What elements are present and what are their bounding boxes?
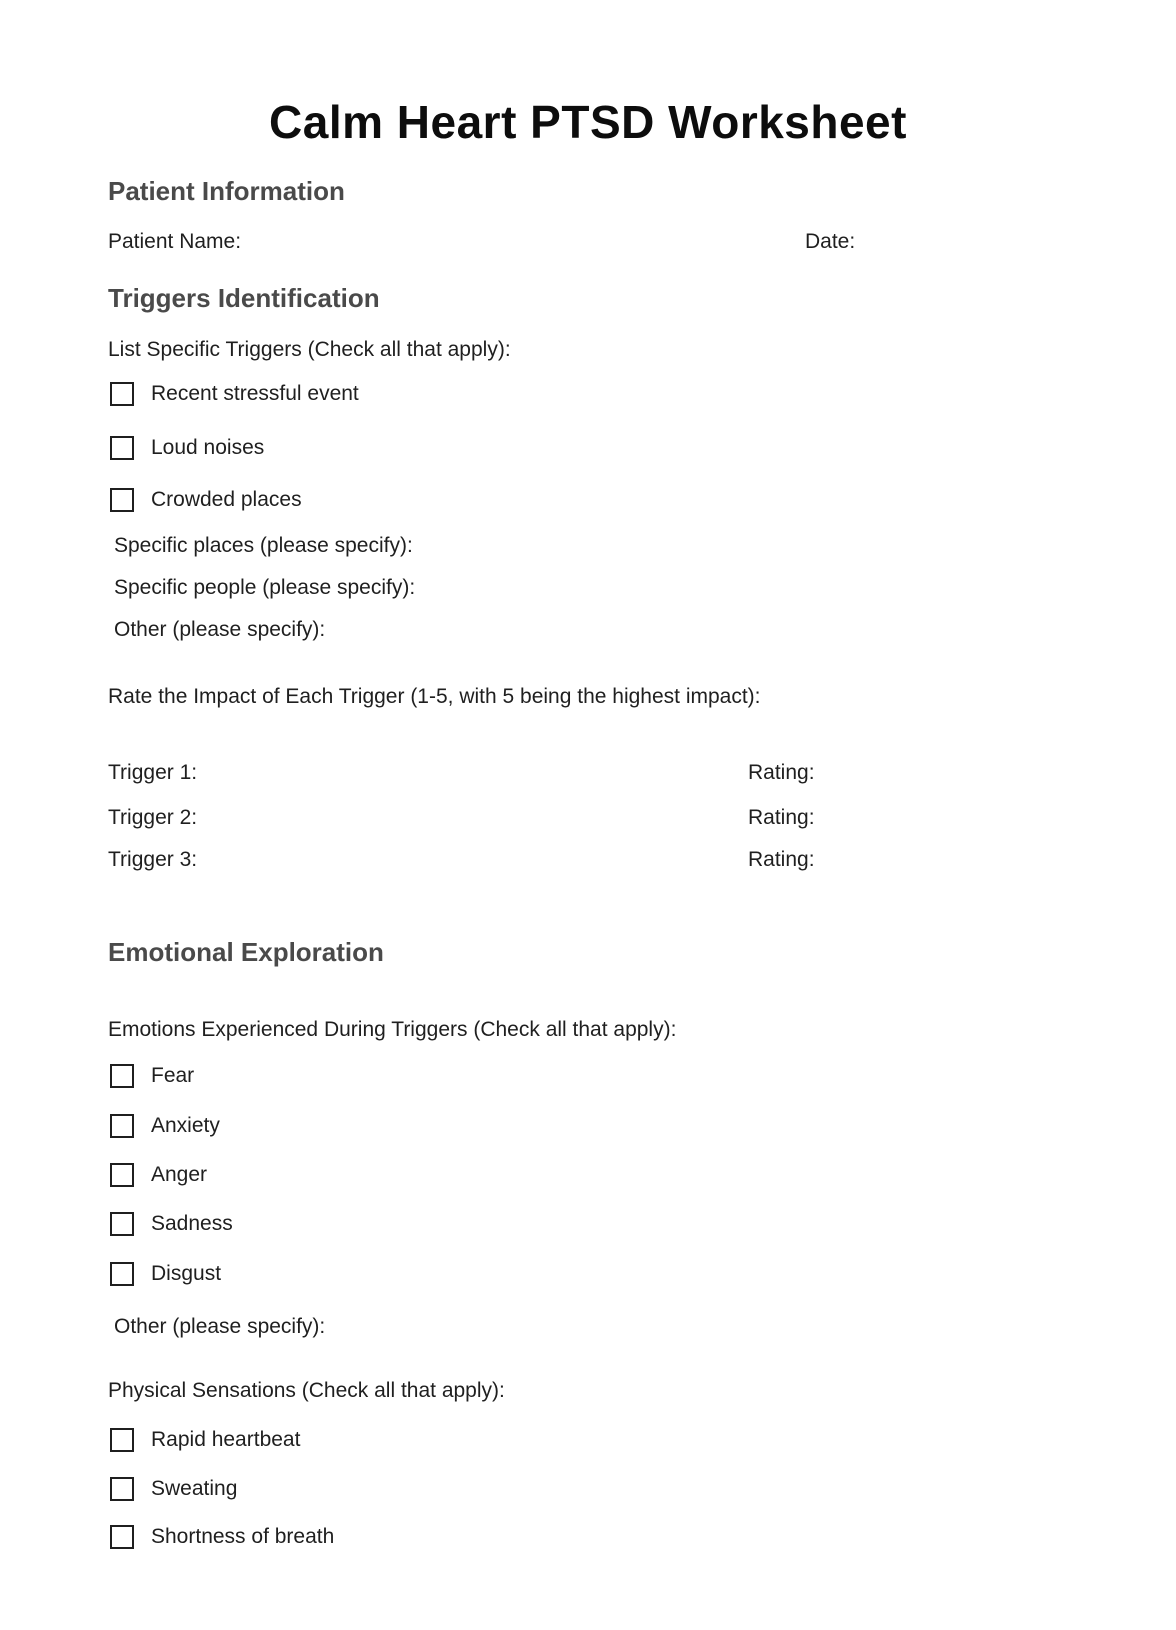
emotion-option-row bbox=[110, 1260, 1068, 1288]
checkbox-loud-noises[interactable] bbox=[110, 436, 134, 460]
checkbox-crowded-places[interactable] bbox=[110, 488, 134, 512]
checkbox-label: Anger bbox=[151, 1163, 208, 1186]
page-title: Calm Heart PTSD Worksheet bbox=[269, 96, 907, 148]
date-label: Date: bbox=[805, 230, 856, 253]
trigger-option-row bbox=[110, 380, 1068, 408]
rating-1-label: Rating: bbox=[748, 761, 815, 784]
checkbox-sadness[interactable] bbox=[110, 1212, 134, 1236]
checkbox-label: Shortness of breath bbox=[151, 1525, 335, 1548]
specific-places-field-label: Specific places (please specify): bbox=[114, 534, 413, 557]
trigger-3-label: Trigger 3: bbox=[108, 848, 198, 871]
impact-row bbox=[108, 804, 1068, 832]
checkbox-label: Sweating bbox=[151, 1477, 238, 1500]
physical-sensations-prompt: Physical Sensations (Check all that apply): bbox=[108, 1379, 505, 1402]
emotion-option-row bbox=[110, 1112, 1068, 1140]
emotions-other-field-label: Other (please specify): bbox=[114, 1315, 326, 1338]
checkbox-label: Anxiety bbox=[151, 1114, 220, 1137]
rate-impact-prompt: Rate the Impact of Each Trigger (1-5, with 5 being the highest impact): bbox=[108, 685, 761, 708]
checkbox-label: Rapid heartbeat bbox=[151, 1428, 301, 1451]
triggers-list-prompt: List Specific Triggers (Check all that apply): bbox=[108, 338, 511, 361]
checkbox-label: Disgust bbox=[151, 1262, 222, 1285]
impact-row bbox=[108, 846, 1068, 874]
physical-option-row bbox=[110, 1426, 1068, 1454]
emotion-option-row bbox=[110, 1161, 1068, 1189]
trigger-1-label: Trigger 1: bbox=[108, 761, 198, 784]
patient-name-date-row bbox=[108, 228, 1068, 256]
trigger-2-label: Trigger 2: bbox=[108, 806, 198, 829]
checkbox-shortness-of-breath[interactable] bbox=[110, 1525, 134, 1549]
impact-row bbox=[108, 759, 1068, 787]
section-heading-triggers-identification: Triggers Identification bbox=[108, 283, 380, 313]
section-heading-patient-information: Patient Information bbox=[108, 176, 345, 206]
emotions-prompt: Emotions Experienced During Triggers (Check all that apply): bbox=[108, 1018, 677, 1041]
specific-people-field-label: Specific people (please specify): bbox=[114, 576, 416, 599]
checkbox-label: Fear bbox=[151, 1064, 195, 1087]
patient-name-label: Patient Name: bbox=[108, 230, 242, 253]
checkbox-recent-stressful-event[interactable] bbox=[110, 382, 134, 406]
rating-2-label: Rating: bbox=[748, 806, 815, 829]
checkbox-rapid-heartbeat[interactable] bbox=[110, 1428, 134, 1452]
checkbox-label: Loud noises bbox=[151, 436, 265, 459]
checkbox-label: Crowded places bbox=[151, 488, 302, 511]
checkbox-fear[interactable] bbox=[110, 1064, 134, 1088]
physical-option-row bbox=[110, 1523, 1068, 1551]
rating-3-label: Rating: bbox=[748, 848, 815, 871]
triggers-other-field-label: Other (please specify): bbox=[114, 618, 326, 641]
emotion-option-row bbox=[110, 1062, 1068, 1090]
checkbox-anxiety[interactable] bbox=[110, 1114, 134, 1138]
checkbox-label: Recent stressful event bbox=[151, 382, 359, 405]
section-heading-emotional-exploration: Emotional Exploration bbox=[108, 937, 384, 967]
checkbox-anger[interactable] bbox=[110, 1163, 134, 1187]
checkbox-sweating[interactable] bbox=[110, 1477, 134, 1501]
physical-option-row bbox=[110, 1475, 1068, 1503]
checkbox-disgust[interactable] bbox=[110, 1262, 134, 1286]
emotion-option-row bbox=[110, 1210, 1068, 1238]
trigger-option-row bbox=[110, 434, 1068, 462]
trigger-option-row bbox=[110, 486, 1068, 514]
checkbox-label: Sadness bbox=[151, 1212, 233, 1235]
